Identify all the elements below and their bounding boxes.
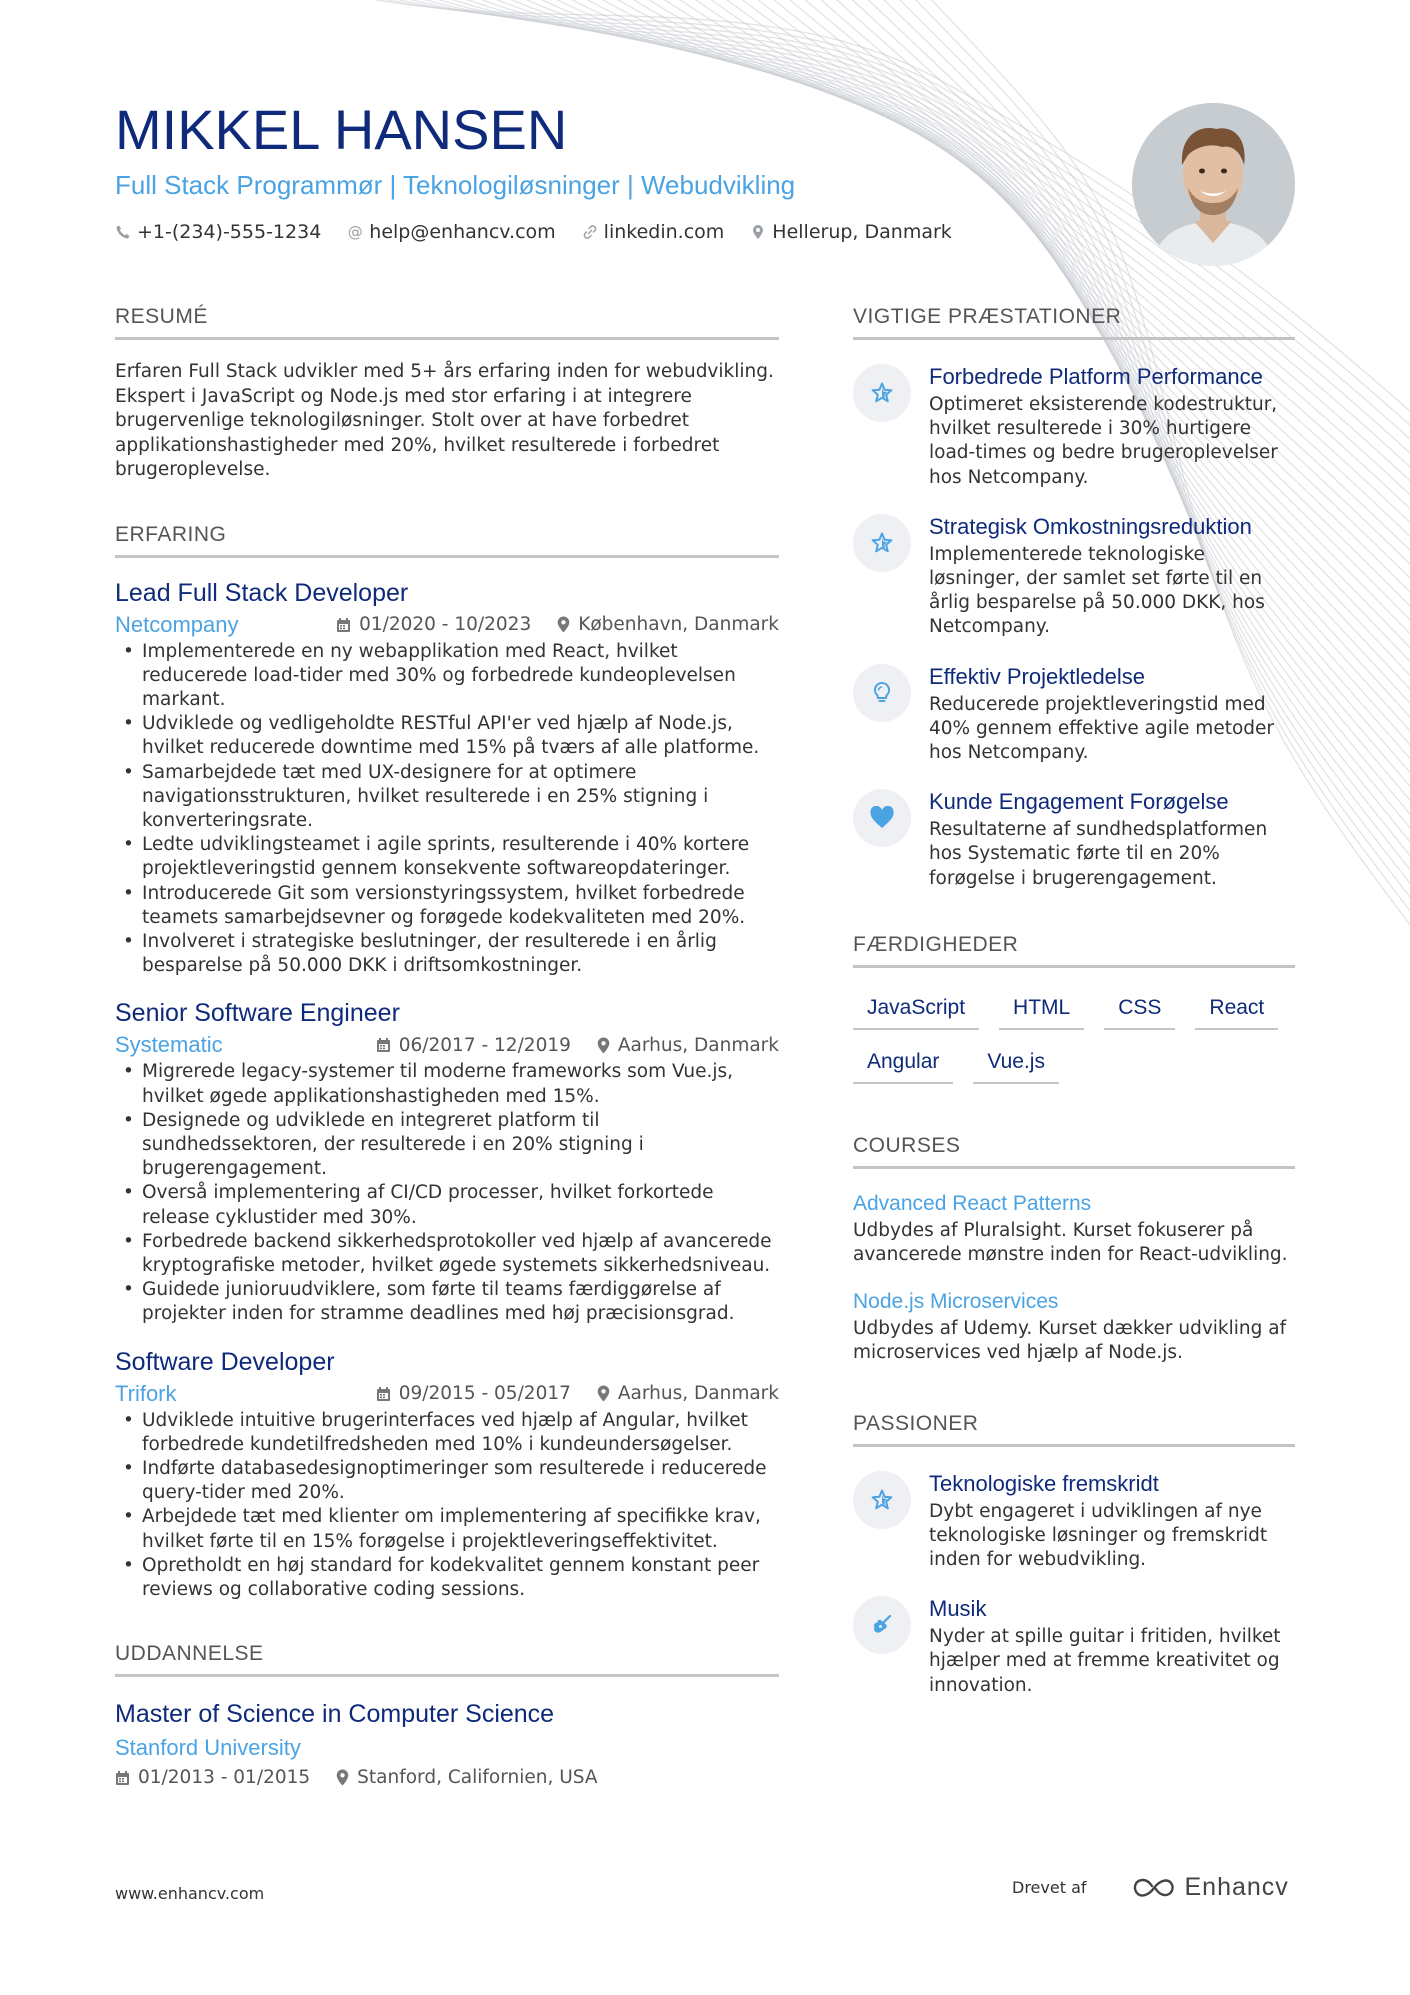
- section-title-education: UDDANNELSE: [115, 1640, 779, 1677]
- link-icon: [582, 224, 598, 240]
- calendar-icon: [115, 1770, 130, 1786]
- contact-location: [750, 221, 952, 243]
- degree-title: Master of Science in Computer Science: [115, 1700, 555, 1729]
- section-title-summary: RESUMÉ: [115, 303, 779, 340]
- education-meta: [115, 1767, 779, 1788]
- job-title: Senior Software Engineer: [115, 999, 400, 1028]
- profile-photo: [1132, 103, 1295, 266]
- contact-phone[interactable]: [115, 221, 321, 243]
- phone-icon: [115, 224, 131, 240]
- job-location: [597, 1383, 779, 1404]
- achievement-item: [853, 662, 1295, 766]
- left-column: [115, 303, 779, 1818]
- calendar-icon: [376, 1037, 391, 1053]
- section-title-experience: ERFARING: [115, 521, 779, 558]
- resume-header: [115, 95, 1115, 243]
- job-dates: [376, 1383, 571, 1404]
- course-title: Advanced React Patterns: [853, 1191, 1092, 1215]
- job-dates-text: 09/2015 - 05/2017: [398, 1383, 571, 1405]
- job-bullets: [115, 1060, 779, 1326]
- skill-tag: JavaScript: [853, 990, 979, 1030]
- bullet: • Samarbejdede tæt med UX-designere for at optimere navigationsstrukturen, hvilket resulterede i en 25% stigning i konverteringsrate.: [115, 761, 779, 834]
- course-item: [853, 1287, 1295, 1365]
- powered-by-text: Drevet af: [1012, 1878, 1087, 1897]
- achievement-desc: Optimeret eksisterende kodestruktur, hvilket resulterede i 30% hurtigere load-times og bedre brugeroplevelser hos Netcompany.: [929, 394, 1278, 488]
- achievement-desc: Resultaterne af sundhedsplatformen hos Systematic førte til en 20% forøgelse i brugerengagement.: [929, 819, 1268, 889]
- achievement-title: Strategisk Omkostningsreduktion: [929, 513, 1252, 539]
- skill-tag: Angular: [853, 1044, 953, 1084]
- heart-icon: [853, 789, 911, 847]
- skills-section: [853, 931, 1295, 1084]
- passion-desc: Dybt engageret i udviklingen af nye teknologiske løsninger og fremskridt inden for webudvikling.: [929, 1500, 1268, 1571]
- job-location-text: Aarhus, Danmark: [617, 1034, 779, 1056]
- company-name: Systematic: [115, 1032, 223, 1058]
- job-bullets: [115, 640, 779, 979]
- job-dates: [376, 1035, 571, 1056]
- school-name: Stanford University: [115, 1735, 301, 1761]
- bullet: • Ledte udviklingsteamet i agile sprints, resulterende i 40% kortere projektleveringstid gennem konsekvente softwareopdateringer.: [115, 833, 779, 881]
- location-pin-icon: [597, 1385, 610, 1402]
- bullet: • Opretholdt en høj standard for kodekvalitet gennem konstant peer reviews og collaborative coding sessions.: [115, 1554, 779, 1602]
- location-pin-icon: [557, 616, 570, 633]
- courses-section: [853, 1132, 1295, 1366]
- job-meta: [115, 612, 779, 638]
- passion-title: Teknologiske fremskridt: [929, 1470, 1159, 1496]
- candidate-name: MIKKEL HANSEN: [115, 98, 568, 161]
- job-location: [597, 1035, 779, 1056]
- job-meta: [115, 1381, 779, 1407]
- job-title: Lead Full Stack Developer: [115, 578, 409, 607]
- email-text: help@enhancv.com: [369, 221, 556, 243]
- passion-item: [853, 1469, 1295, 1573]
- brand-text: Enhancv: [1184, 1873, 1289, 1901]
- experience-section: [115, 521, 779, 1603]
- section-title-courses: COURSES: [853, 1132, 1295, 1169]
- job-meta: [115, 1032, 779, 1058]
- company-name: Netcompany: [115, 611, 239, 637]
- linkedin-text: linkedin.com: [603, 221, 725, 243]
- passions-section: [853, 1410, 1295, 1698]
- bullet: • Introducerede Git som versionstyringssystem, hvilket forbedrede teamets samarbejdsevner og forøgede kodekvaliteten med 20%.: [115, 882, 779, 930]
- job-dates-text: 01/2020 - 10/2023: [359, 614, 532, 635]
- contact-email[interactable]: [347, 221, 555, 243]
- passion-item: [853, 1594, 1295, 1698]
- job-dates-text: 06/2017 - 12/2019: [398, 1034, 571, 1056]
- star-icon: [853, 1471, 911, 1529]
- job-location-text: København, Danmark: [578, 614, 779, 635]
- achievement-title: Forbedrede Platform Performance: [929, 364, 1263, 389]
- passion-desc: Nyder at spille guitar i fritiden, hvilket hjælper med at fremme kreativitet og innovation.: [929, 1626, 1281, 1696]
- summary-section: [115, 303, 779, 483]
- bullet: • Udviklede og vedligeholdte RESTful API'er ved hjælp af Node.js, hvilket reducerede downtime med 15% på tværs af alle platforme.: [115, 712, 779, 760]
- bullet: • Migrerede legacy-systemer til moderne frameworks som Vue.js, hvilket øgede applikationshastigheden med 15%.: [115, 1060, 779, 1108]
- achievement-desc: Reducerede projektleveringstid med 40% gennem effektive agile metoder hos Netcompany.: [929, 693, 1275, 764]
- calendar-icon: [376, 1386, 391, 1402]
- skill-tag: HTML: [999, 990, 1084, 1030]
- achievement-item: [853, 362, 1295, 490]
- job-entry: [115, 1345, 779, 1603]
- job-dates: [336, 614, 531, 635]
- skill-tag: CSS: [1104, 990, 1175, 1030]
- bullet: • Implementerede en ny webapplikation med React, hvilket reducerede load-tider med 30% og forbedrede kundeoplevelsen markant.: [115, 640, 779, 713]
- contact-linkedin[interactable]: [582, 221, 725, 243]
- achievement-title: Kunde Engagement Forøgelse: [929, 789, 1229, 815]
- achievements-section: [853, 303, 1295, 891]
- candidate-headline: Full Stack Programmør | Teknologiløsninger | Webudvikling: [115, 170, 796, 200]
- achievement-title: Effektiv Projektledelse: [929, 663, 1146, 689]
- education-location: [336, 1767, 597, 1788]
- bullet: • Arbejdede tæt med klienter om implementering af specifikke krav, hvilket førte til en 15% forøgelse i projektleveringseffektivitet.: [115, 1505, 779, 1553]
- bullet: • Overså implementering af CI/CD processer, hvilket forkortede release cyklustider med 30%.: [115, 1181, 779, 1229]
- company-name: Trifork: [115, 1380, 177, 1406]
- bullet: • Designede og udviklede en integreret platform til sundhedssektoren, der resulterede i en 20% stigning i brugerengagement.: [115, 1109, 779, 1182]
- job-title: Software Developer: [115, 1347, 335, 1376]
- education-dates: [115, 1767, 310, 1788]
- skill-tag: Vue.js: [973, 1044, 1059, 1084]
- bullet: • Guidede junioruudviklere, som førte til teams færdiggørelse af projekter inden for stramme deadlines med høj præcisionsgrad.: [115, 1278, 779, 1326]
- infinity-logo-icon: [1131, 1876, 1177, 1900]
- right-column: [853, 303, 1295, 1728]
- achievement-item: [853, 787, 1295, 891]
- lightbulb-icon: [853, 664, 911, 722]
- section-title-skills: FÆRDIGHEDER: [853, 931, 1295, 968]
- section-title-passions: PASSIONER: [853, 1410, 1295, 1447]
- location-pin-icon: [750, 224, 766, 240]
- enhancv-logo[interactable]: [1131, 1873, 1289, 1902]
- education-section: [115, 1640, 779, 1788]
- guitar-icon: [853, 1596, 911, 1654]
- section-title-achievements: VIGTIGE PRÆSTATIONER: [853, 303, 1295, 340]
- summary-text: Erfaren Full Stack udvikler med 5+ års erfaring inden for webudvikling. Ekspert i JavaScript og Node.js med stor erfaring i at integrere brugervenlige teknologiløsninger. Stolt over at have forbedret applikationshastigheder med 20%, hvilket resulterede i forbedret brugeroplevelse.: [115, 361, 774, 480]
- education-dates-text: 01/2013 - 01/2015: [138, 1767, 311, 1789]
- calendar-icon: [336, 617, 351, 633]
- course-desc: Udbydes af Pluralsight. Kurset fokuserer på avancerede mønstre inden for React-udvikling.: [853, 1219, 1288, 1266]
- achievement-desc: Implementerede teknologiske løsninger, der samlet set førte til en årlig besparelse på 50.000 DKK, hos Netcompany.: [929, 543, 1265, 638]
- contact-row: [115, 221, 1115, 243]
- bullet: • Indførte databasedesignoptimeringer som resulterede i reducerede query-tider med 20%.: [115, 1457, 779, 1505]
- star-icon: [853, 514, 911, 572]
- skills-list: [853, 990, 1295, 1084]
- course-title: Node.js Microservices: [853, 1290, 1059, 1314]
- location-text: Hellerup, Danmark: [772, 221, 952, 243]
- phone-text: +1-(234)-555-1234: [137, 221, 322, 243]
- education-location-text: Stanford, Californien, USA: [357, 1767, 598, 1789]
- job-location: [557, 614, 779, 635]
- at-icon: @: [347, 223, 363, 241]
- course-desc: Udbydes af Udemy. Kurset dækker udvikling af microservices ved hjælp af Node.js.: [853, 1318, 1287, 1364]
- footer-website[interactable]: www.enhancv.com: [115, 1884, 265, 1903]
- bullet: • Forbedrede backend sikkerhedsprotokoller ved hjælp af avancerede kryptografiske metoder, hvilket øgede systemets sikkerhedsniveau.: [115, 1230, 779, 1278]
- skill-tag: React: [1195, 990, 1278, 1030]
- job-bullets: [115, 1409, 779, 1603]
- job-location-text: Aarhus, Danmark: [617, 1383, 779, 1405]
- bullet: • Udviklede intuitive brugerinterfaces ved hjælp af Angular, hvilket forbedrede kundetilfredsheden med 10% i kundeundersøgelser.: [115, 1409, 779, 1457]
- course-item: [853, 1189, 1295, 1267]
- footer-brand: [1012, 1873, 1289, 1902]
- location-pin-icon: [336, 1769, 349, 1786]
- job-entry: [115, 576, 779, 979]
- passion-title: Musik: [929, 1596, 987, 1622]
- job-entry: [115, 996, 779, 1326]
- location-pin-icon: [597, 1037, 610, 1054]
- achievement-item: [853, 512, 1295, 640]
- star-icon: [853, 364, 911, 422]
- bullet: • Involveret i strategiske beslutninger, der resulterede i en årlig besparelse på 50.000 DKK i driftsomkostninger.: [115, 930, 779, 978]
